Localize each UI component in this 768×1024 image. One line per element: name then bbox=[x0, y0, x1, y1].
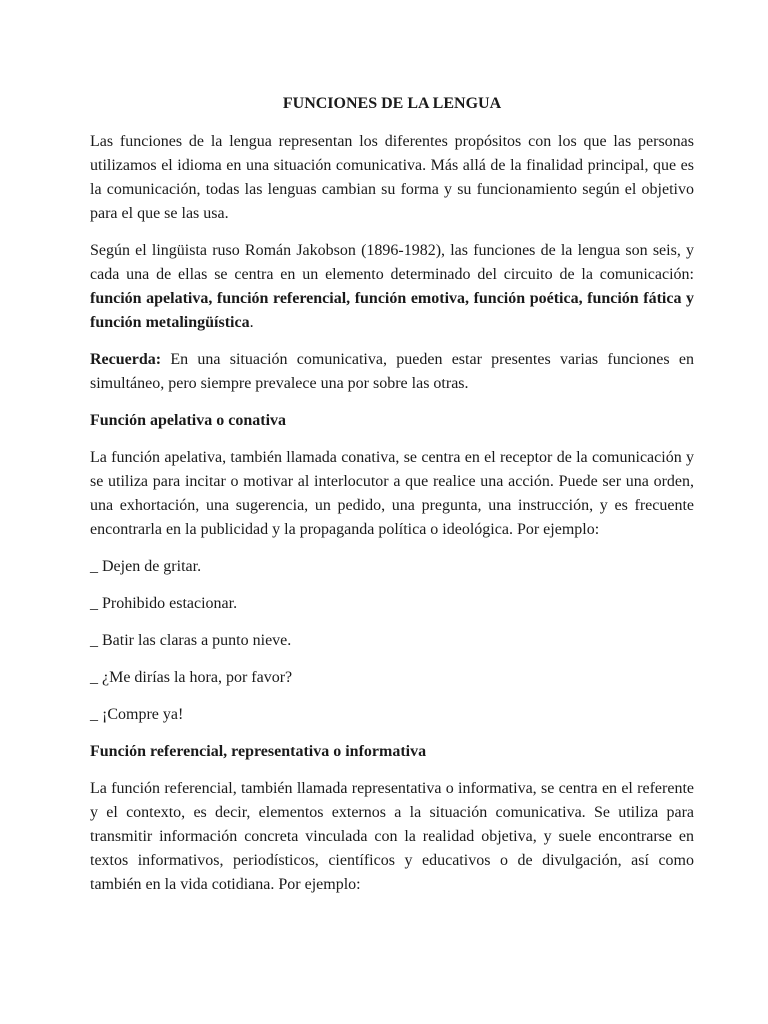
jakobson-paragraph bbox=[90, 239, 694, 335]
intro-paragraph: Las funciones de la lengua representan los diferentes propósitos con los que las personas utilizamos el idioma en una situación comunicativa. Más allá de la finalidad principal, que es la comunicación, todas las lenguas cambian su forma y su funcionamiento según el objetivo para el que se las usa. bbox=[90, 133, 694, 222]
referencial-paragraph: La función referencial, también llamada representativa o informativa, se centra en el referente y el contexto, es decir, elementos externos a la situación comunicativa. Se utiliza para transmitir información concreta vinculada con la realidad objetiva, y suele encontrarse en textos informativos, periodísticos, científicos y educativos o de divulgación, así como también en la vida cotidiana. Por ejemplo: bbox=[90, 780, 694, 893]
document-title: FUNCIONES DE LA LENGUA bbox=[282, 95, 502, 112]
recuerda-label: Recuerda: bbox=[90, 351, 162, 368]
heading-referencial: Función referencial, representativa o informativa bbox=[90, 743, 427, 760]
jakobson-text: Según el lingüista ruso Román Jakobson (1896-1982), las funciones de la lengua son seis, y cada una de ellas se centra en un elemento determinado del circuito de la comunicación: bbox=[90, 242, 694, 283]
example-item: _ Prohibido estacionar. bbox=[90, 595, 238, 612]
jakobson-end: . bbox=[249, 314, 254, 331]
heading-apelativa: Función apelativa o conativa bbox=[90, 412, 287, 429]
recuerda-text: En una situación comunicativa, pueden estar presentes varias funciones en simultáneo, pero siempre prevalece una por sobre las otras. bbox=[90, 351, 694, 392]
recuerda-paragraph bbox=[90, 348, 694, 396]
example-item: _ Batir las claras a punto nieve. bbox=[90, 632, 292, 649]
document-page bbox=[90, 92, 694, 910]
jakobson-functions-list: función apelativa, función referencial, función emotiva, función poética, función fática y función metalingüística bbox=[90, 290, 694, 331]
example-item: _ Dejen de gritar. bbox=[90, 558, 202, 575]
example-item: _ ¡Compre ya! bbox=[90, 706, 184, 723]
example-item: _ ¿Me dirías la hora, por favor? bbox=[90, 669, 293, 686]
apelativa-paragraph: La función apelativa, también llamada conativa, se centra en el receptor de la comunicación y se utiliza para incitar o motivar al interlocutor a que realice una acción. Puede ser una orden, una exhortación, una sugerencia, un pedido, una pregunta, una instrucción, y es frecuente encontrarla en la publicidad y la propaganda política o ideológica. Por ejemplo: bbox=[90, 449, 694, 538]
